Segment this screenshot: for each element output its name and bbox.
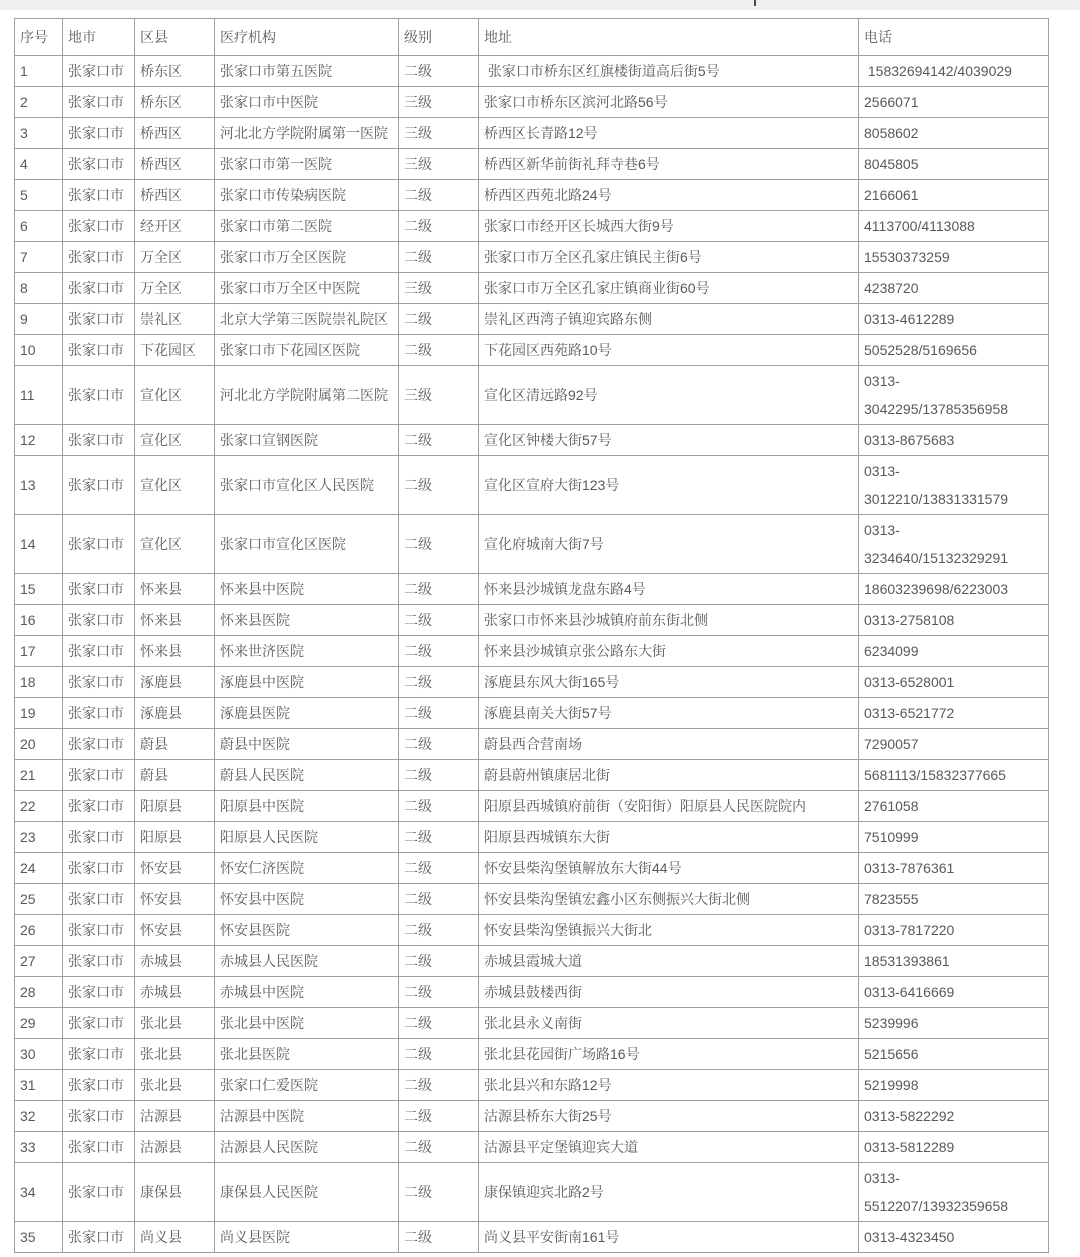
- cell-institution: 怀来县医院: [215, 605, 399, 636]
- cell-phone: 15832694142/4039029: [859, 56, 1049, 87]
- cell-address: 桥西区长青路12号: [479, 118, 859, 149]
- table-row: [15, 698, 1049, 729]
- cell-institution: 张家口市下花园区医院: [215, 335, 399, 366]
- cell-level: 二级: [399, 1070, 479, 1101]
- cell-address: 宣化区钟楼大街57号: [479, 425, 859, 456]
- cell-institution: 蔚县人民医院: [215, 760, 399, 791]
- cell-institution: 怀安仁济医院: [215, 853, 399, 884]
- cell-no: 35: [15, 1222, 63, 1253]
- table-row: [15, 1222, 1049, 1253]
- cell-level: 二级: [399, 605, 479, 636]
- table-row: [15, 760, 1049, 791]
- cell-level: 二级: [399, 242, 479, 273]
- cell-phone: 5219998: [859, 1070, 1049, 1101]
- cell-institution: 怀安县中医院: [215, 884, 399, 915]
- cell-phone: 8045805: [859, 149, 1049, 180]
- cell-city: 张家口市: [63, 946, 135, 977]
- cell-level: 二级: [399, 915, 479, 946]
- cell-city: 张家口市: [63, 574, 135, 605]
- cell-city: 张家口市: [63, 1039, 135, 1070]
- table-row: [15, 425, 1049, 456]
- cell-district: 阳原县: [135, 791, 215, 822]
- cell-city: 张家口市: [63, 149, 135, 180]
- cell-level: 三级: [399, 273, 479, 304]
- cell-no: 24: [15, 853, 63, 884]
- cell-address: 沽源县桥东大街25号: [479, 1101, 859, 1132]
- cell-institution: 张北县医院: [215, 1039, 399, 1070]
- cell-no: 6: [15, 211, 63, 242]
- cell-no: 27: [15, 946, 63, 977]
- table-row: [15, 915, 1049, 946]
- cell-district: 桥东区: [135, 87, 215, 118]
- column-header-city: 地市: [63, 19, 135, 56]
- cell-institution: 张家口市万全区中医院: [215, 273, 399, 304]
- cell-phone: 5239996: [859, 1008, 1049, 1039]
- cell-no: 31: [15, 1070, 63, 1101]
- cell-address: 宣化区清远路92号: [479, 366, 859, 425]
- table-row: [15, 853, 1049, 884]
- cell-district: 阳原县: [135, 822, 215, 853]
- cell-address: 怀安县柴沟堡镇振兴大街北: [479, 915, 859, 946]
- table-row: [15, 791, 1049, 822]
- cell-no: 13: [15, 456, 63, 515]
- cell-institution: 阳原县人民医院: [215, 822, 399, 853]
- cell-no: 22: [15, 791, 63, 822]
- cell-phone: 7290057: [859, 729, 1049, 760]
- cell-city: 张家口市: [63, 335, 135, 366]
- cell-city: 张家口市: [63, 1008, 135, 1039]
- cell-address: 怀安县柴沟堡镇解放东大街44号: [479, 853, 859, 884]
- cell-phone: 0313-6528001: [859, 667, 1049, 698]
- cell-address: 张家口市桥东区滨河北路56号: [479, 87, 859, 118]
- cell-no: 9: [15, 304, 63, 335]
- cell-no: 4: [15, 149, 63, 180]
- cell-address: 崇礼区西湾子镇迎宾路东侧: [479, 304, 859, 335]
- cell-institution: 张家口市传染病医院: [215, 180, 399, 211]
- cell-no: 12: [15, 425, 63, 456]
- cell-level: 二级: [399, 729, 479, 760]
- cell-district: 赤城县: [135, 946, 215, 977]
- cell-institution: 沽源县中医院: [215, 1101, 399, 1132]
- cell-district: 张北县: [135, 1039, 215, 1070]
- cell-no: 28: [15, 977, 63, 1008]
- cell-phone: 0313-3012210/13831331579: [859, 456, 1049, 515]
- cell-institution: 涿鹿县中医院: [215, 667, 399, 698]
- table-row: [15, 180, 1049, 211]
- cell-level: 二级: [399, 977, 479, 1008]
- cell-district: 怀来县: [135, 574, 215, 605]
- cell-city: 张家口市: [63, 1222, 135, 1253]
- cell-phone: 7823555: [859, 884, 1049, 915]
- cell-district: 桥西区: [135, 180, 215, 211]
- cell-address: 赤城县霞城大道: [479, 946, 859, 977]
- cell-level: 二级: [399, 304, 479, 335]
- cell-phone: 0313-7817220: [859, 915, 1049, 946]
- cell-city: 张家口市: [63, 729, 135, 760]
- cell-institution: 河北北方学院附属第一医院: [215, 118, 399, 149]
- cell-district: 崇礼区: [135, 304, 215, 335]
- cell-level: 二级: [399, 636, 479, 667]
- cell-no: 20: [15, 729, 63, 760]
- cell-institution: 涿鹿县医院: [215, 698, 399, 729]
- cell-institution: 蔚县中医院: [215, 729, 399, 760]
- cell-no: 30: [15, 1039, 63, 1070]
- cell-institution: 张家口市第一医院: [215, 149, 399, 180]
- cell-institution: 张家口宣钢医院: [215, 425, 399, 456]
- cell-institution: 怀安县医院: [215, 915, 399, 946]
- cell-district: 康保县: [135, 1163, 215, 1222]
- cell-district: 蔚县: [135, 760, 215, 791]
- cell-level: 二级: [399, 1222, 479, 1253]
- table-row: [15, 946, 1049, 977]
- cell-level: 二级: [399, 1163, 479, 1222]
- cell-institution: 张北县中医院: [215, 1008, 399, 1039]
- column-header-level: 级别: [399, 19, 479, 56]
- cell-phone: 4113700/4113088: [859, 211, 1049, 242]
- cell-level: 二级: [399, 180, 479, 211]
- cell-level: 二级: [399, 1101, 479, 1132]
- cell-address: 蔚县蔚州镇康居北街: [479, 760, 859, 791]
- cell-phone: 0313-3234640/15132329291: [859, 515, 1049, 574]
- cell-city: 张家口市: [63, 1101, 135, 1132]
- cell-no: 11: [15, 366, 63, 425]
- cell-no: 17: [15, 636, 63, 667]
- cell-institution: 张家口市万全区医院: [215, 242, 399, 273]
- cell-city: 张家口市: [63, 273, 135, 304]
- cell-address: 尚义县平安街南161号: [479, 1222, 859, 1253]
- table-header: [15, 19, 1049, 56]
- cell-no: 5: [15, 180, 63, 211]
- table-row: [15, 729, 1049, 760]
- cell-no: 16: [15, 605, 63, 636]
- cell-no: 1: [15, 56, 63, 87]
- table-row: [15, 87, 1049, 118]
- cell-phone: 2761058: [859, 791, 1049, 822]
- column-header-no: 序号: [15, 19, 63, 56]
- cell-phone: 0313-2758108: [859, 605, 1049, 636]
- cell-phone: 6234099: [859, 636, 1049, 667]
- cell-address: 张家口市经开区长城西大街9号: [479, 211, 859, 242]
- column-header-district: 区县: [135, 19, 215, 56]
- cell-district: 沽源县: [135, 1132, 215, 1163]
- cell-level: 二级: [399, 946, 479, 977]
- cell-city: 张家口市: [63, 760, 135, 791]
- cell-level: 二级: [399, 1008, 479, 1039]
- cell-district: 下花园区: [135, 335, 215, 366]
- cell-no: 7: [15, 242, 63, 273]
- cell-level: 三级: [399, 118, 479, 149]
- cell-level: 二级: [399, 515, 479, 574]
- table-row: [15, 1008, 1049, 1039]
- cell-phone: 0313-5822292: [859, 1101, 1049, 1132]
- table-container: [14, 18, 1066, 1253]
- cell-district: 桥西区: [135, 118, 215, 149]
- cell-address: 涿鹿县南关大街57号: [479, 698, 859, 729]
- table-row: [15, 335, 1049, 366]
- cell-phone: 0313-3042295/13785356958: [859, 366, 1049, 425]
- table-row: [15, 822, 1049, 853]
- cell-no: 32: [15, 1101, 63, 1132]
- cell-address: 阳原县西城镇府前街（安阳街）阳原县人民医院院内: [479, 791, 859, 822]
- cell-district: 怀安县: [135, 853, 215, 884]
- cell-no: 2: [15, 87, 63, 118]
- table-row: [15, 605, 1049, 636]
- cell-city: 张家口市: [63, 977, 135, 1008]
- cell-no: 8: [15, 273, 63, 304]
- cell-level: 二级: [399, 1132, 479, 1163]
- cell-address: 涿鹿县东风大街165号: [479, 667, 859, 698]
- cell-phone: 7510999: [859, 822, 1049, 853]
- cell-address: 张家口市怀来县沙城镇府前东街北侧: [479, 605, 859, 636]
- cell-address: 宣化府城南大街7号: [479, 515, 859, 574]
- page-top-strip: [0, 0, 1080, 10]
- cell-institution: 康保县人民医院: [215, 1163, 399, 1222]
- cell-phone: 5052528/5169656: [859, 335, 1049, 366]
- cell-no: 3: [15, 118, 63, 149]
- cell-no: 15: [15, 574, 63, 605]
- cell-district: 宣化区: [135, 456, 215, 515]
- cell-no: 23: [15, 822, 63, 853]
- cell-district: 怀安县: [135, 915, 215, 946]
- cell-city: 张家口市: [63, 915, 135, 946]
- cell-city: 张家口市: [63, 87, 135, 118]
- cell-city: 张家口市: [63, 56, 135, 87]
- cell-address: 怀安县柴沟堡镇宏鑫小区东侧振兴大街北侧: [479, 884, 859, 915]
- table-row: [15, 515, 1049, 574]
- cell-address: 桥西区西苑北路24号: [479, 180, 859, 211]
- cell-district: 怀来县: [135, 636, 215, 667]
- table-row: [15, 56, 1049, 87]
- cell-institution: 河北北方学院附属第二医院: [215, 366, 399, 425]
- cell-phone: 4238720: [859, 273, 1049, 304]
- cell-phone: 8058602: [859, 118, 1049, 149]
- cell-phone: 0313-6416669: [859, 977, 1049, 1008]
- cell-city: 张家口市: [63, 1163, 135, 1222]
- cell-no: 34: [15, 1163, 63, 1222]
- cell-level: 二级: [399, 760, 479, 791]
- cell-level: 二级: [399, 335, 479, 366]
- cell-address: 张北县永义南街: [479, 1008, 859, 1039]
- table-row: [15, 118, 1049, 149]
- cell-level: 二级: [399, 1039, 479, 1070]
- cell-city: 张家口市: [63, 456, 135, 515]
- cell-district: 怀安县: [135, 884, 215, 915]
- cell-address: 赤城县鼓楼西街: [479, 977, 859, 1008]
- table-row: [15, 242, 1049, 273]
- cell-city: 张家口市: [63, 515, 135, 574]
- cell-city: 张家口市: [63, 822, 135, 853]
- cell-address: 张北县花园街广场路16号: [479, 1039, 859, 1070]
- cell-district: 张北县: [135, 1070, 215, 1101]
- cell-city: 张家口市: [63, 853, 135, 884]
- cell-address: 张家口市万全区孔家庄镇商业街60号: [479, 273, 859, 304]
- cell-institution: 张家口市宣化区医院: [215, 515, 399, 574]
- cell-no: 14: [15, 515, 63, 574]
- cell-level: 三级: [399, 149, 479, 180]
- cell-district: 张北县: [135, 1008, 215, 1039]
- cell-no: 33: [15, 1132, 63, 1163]
- cell-institution: 赤城县人民医院: [215, 946, 399, 977]
- cell-address: 康保镇迎宾北路2号: [479, 1163, 859, 1222]
- cell-city: 张家口市: [63, 791, 135, 822]
- cell-district: 宣化区: [135, 515, 215, 574]
- table-row: [15, 1163, 1049, 1222]
- column-header-phone: 电话: [859, 19, 1049, 56]
- cell-district: 万全区: [135, 273, 215, 304]
- cell-address: 蔚县西合营南场: [479, 729, 859, 760]
- cell-city: 张家口市: [63, 667, 135, 698]
- cell-phone: 18603239698/6223003: [859, 574, 1049, 605]
- table-row: [15, 1132, 1049, 1163]
- cell-phone: 18531393861: [859, 946, 1049, 977]
- cell-city: 张家口市: [63, 211, 135, 242]
- cell-address: 阳原县西城镇东大街: [479, 822, 859, 853]
- hospital-table: [14, 18, 1049, 1253]
- cell-level: 二级: [399, 56, 479, 87]
- table-body: [15, 56, 1049, 1253]
- cell-institution: 尚义县医院: [215, 1222, 399, 1253]
- cell-address: 张家口市万全区孔家庄镇民主街6号: [479, 242, 859, 273]
- cell-city: 张家口市: [63, 425, 135, 456]
- table-row: [15, 456, 1049, 515]
- cell-no: 25: [15, 884, 63, 915]
- cell-address: 怀来县沙城镇京张公路东大街: [479, 636, 859, 667]
- cell-no: 19: [15, 698, 63, 729]
- cell-district: 蔚县: [135, 729, 215, 760]
- cell-phone: 5681113/15832377665: [859, 760, 1049, 791]
- cell-district: 经开区: [135, 211, 215, 242]
- cell-institution: 怀来世济医院: [215, 636, 399, 667]
- cell-district: 万全区: [135, 242, 215, 273]
- cell-address: 沽源县平定堡镇迎宾大道: [479, 1132, 859, 1163]
- table-row: [15, 1101, 1049, 1132]
- cell-address: 桥西区新华前街礼拜寺巷6号: [479, 149, 859, 180]
- cell-district: 涿鹿县: [135, 667, 215, 698]
- header-row: [15, 19, 1049, 56]
- cell-no: 10: [15, 335, 63, 366]
- cell-city: 张家口市: [63, 180, 135, 211]
- cell-institution: 张家口市中医院: [215, 87, 399, 118]
- cell-phone: 0313-4323450: [859, 1222, 1049, 1253]
- cell-level: 二级: [399, 853, 479, 884]
- cell-level: 二级: [399, 574, 479, 605]
- cell-no: 18: [15, 667, 63, 698]
- cell-city: 张家口市: [63, 1132, 135, 1163]
- cell-phone: 0313-4612289: [859, 304, 1049, 335]
- cell-city: 张家口市: [63, 605, 135, 636]
- cell-institution: 阳原县中医院: [215, 791, 399, 822]
- cell-institution: 张家口仁爱医院: [215, 1070, 399, 1101]
- cell-level: 二级: [399, 698, 479, 729]
- cell-phone: 0313-8675683: [859, 425, 1049, 456]
- cell-address: 张北县兴和东路12号: [479, 1070, 859, 1101]
- table-row: [15, 366, 1049, 425]
- cell-institution: 怀来县中医院: [215, 574, 399, 605]
- cell-address: 张家口市桥东区红旗楼街道高后街5号: [479, 56, 859, 87]
- cell-district: 沽源县: [135, 1101, 215, 1132]
- cell-level: 二级: [399, 456, 479, 515]
- cell-level: 二级: [399, 791, 479, 822]
- cell-no: 26: [15, 915, 63, 946]
- table-row: [15, 1070, 1049, 1101]
- cell-phone: 2566071: [859, 87, 1049, 118]
- cell-no: 21: [15, 760, 63, 791]
- cell-city: 张家口市: [63, 118, 135, 149]
- cell-district: 宣化区: [135, 425, 215, 456]
- cell-level: 三级: [399, 366, 479, 425]
- table-row: [15, 636, 1049, 667]
- cell-district: 涿鹿县: [135, 698, 215, 729]
- table-row: [15, 977, 1049, 1008]
- table-row: [15, 304, 1049, 335]
- cell-level: 二级: [399, 822, 479, 853]
- top-strip-tick: [754, 0, 756, 6]
- cell-phone: 0313-7876361: [859, 853, 1049, 884]
- cell-address: 怀来县沙城镇龙盘东路4号: [479, 574, 859, 605]
- cell-district: 宣化区: [135, 366, 215, 425]
- cell-city: 张家口市: [63, 242, 135, 273]
- cell-district: 桥东区: [135, 56, 215, 87]
- cell-level: 二级: [399, 211, 479, 242]
- cell-institution: 张家口市第二医院: [215, 211, 399, 242]
- cell-phone: 2166061: [859, 180, 1049, 211]
- cell-institution: 张家口市第五医院: [215, 56, 399, 87]
- cell-phone: 5215656: [859, 1039, 1049, 1070]
- cell-address: 下花园区西苑路10号: [479, 335, 859, 366]
- cell-phone: 0313-5812289: [859, 1132, 1049, 1163]
- cell-phone: 0313-6521772: [859, 698, 1049, 729]
- cell-phone: 0313-5512207/13932359658: [859, 1163, 1049, 1222]
- table-row: [15, 211, 1049, 242]
- table-row: [15, 574, 1049, 605]
- cell-institution: 赤城县中医院: [215, 977, 399, 1008]
- column-header-address: 地址: [479, 19, 859, 56]
- cell-level: 二级: [399, 425, 479, 456]
- cell-level: 二级: [399, 884, 479, 915]
- cell-phone: 15530373259: [859, 242, 1049, 273]
- cell-city: 张家口市: [63, 884, 135, 915]
- cell-level: 二级: [399, 667, 479, 698]
- cell-district: 尚义县: [135, 1222, 215, 1253]
- cell-district: 怀来县: [135, 605, 215, 636]
- cell-address: 宣化区宣府大街123号: [479, 456, 859, 515]
- cell-institution: 张家口市宣化区人民医院: [215, 456, 399, 515]
- cell-district: 赤城县: [135, 977, 215, 1008]
- table-row: [15, 149, 1049, 180]
- cell-level: 三级: [399, 87, 479, 118]
- cell-institution: 沽源县人民医院: [215, 1132, 399, 1163]
- table-row: [15, 667, 1049, 698]
- cell-city: 张家口市: [63, 636, 135, 667]
- column-header-institution: 医疗机构: [215, 19, 399, 56]
- cell-city: 张家口市: [63, 304, 135, 335]
- table-row: [15, 273, 1049, 304]
- cell-city: 张家口市: [63, 698, 135, 729]
- cell-city: 张家口市: [63, 366, 135, 425]
- cell-city: 张家口市: [63, 1070, 135, 1101]
- table-row: [15, 884, 1049, 915]
- cell-no: 29: [15, 1008, 63, 1039]
- cell-district: 桥西区: [135, 149, 215, 180]
- cell-institution: 北京大学第三医院崇礼院区: [215, 304, 399, 335]
- table-row: [15, 1039, 1049, 1070]
